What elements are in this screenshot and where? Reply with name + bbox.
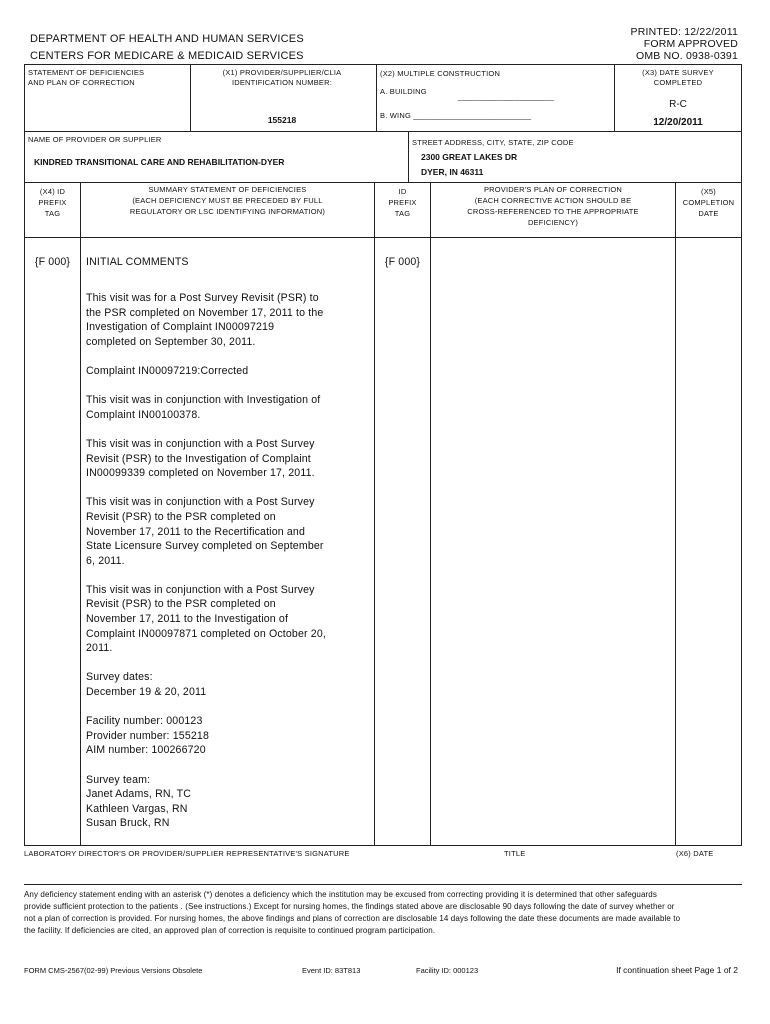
address-line2: DYER, IN 46311 [421,167,484,177]
paragraph: Facility number: 000123 Provider number: 155218 AIM number: 100266720 [86,715,209,757]
x2-label: (X2) MULTIPLE CONSTRUCTION [380,69,501,78]
x3-label: (X3) DATE SURVEY COMPLETED [642,68,714,87]
paragraph: This visit was in conjunction with Investigation of Complaint IN00100378. [86,394,321,421]
facility-id: Facility ID: 000123 [416,966,479,975]
paragraph: This visit was in conjunction with a Post Survey Revisit (PSR) to the PSR completed on November 17, 2011 to the Recertification and State Licensure Survey completed on September 6, 2011. [86,496,324,567]
plan-header: PROVIDER'S PLAN OF CORRECTION (EACH CORRECTIVE ACTION SHOULD BE CROSS-REFERENCED TO THE APPROPRIATE DEFICIENCY) [467,185,639,227]
vline-x2 [376,64,377,131]
survey-completed-date: 12/20/2011 [653,117,703,128]
tag-prefix-right: {F 000} [384,256,421,268]
vline-address [408,131,409,182]
omb-number: OMB NO. 0938-0391 [635,50,738,62]
signature-label: LABORATORY DIRECTOR'S OR PROVIDER/SUPPLIER REPRESENTATIVE'S SIGNATURE [24,849,350,858]
x3-rc: R-C [669,99,687,110]
vline-x3 [614,64,615,131]
wing-label: B. WING ___________________________ [380,111,532,120]
paragraph: This visit was for a Post Survey Revisit (PSR) to the PSR completed on November 17, 2011 to the Investigation of Complaint IN00097219 completed on September 30, 2011. [86,292,324,348]
section-heading: INITIAL COMMENTS [86,256,189,268]
department-name: DEPARTMENT OF HEALTH AND HUMAN SERVICES [30,33,304,45]
summary-header: SUMMARY STATEMENT OF DEFICIENCIES (EACH DEFICIENCY MUST BE PRECEDED BY FULL REGULATORY OR LSC IDENTIFYING INFORMATION) [129,185,326,216]
box-top-border [24,64,742,65]
form-number: FORM CMS-2567(02-99) Previous Versions Obsolete [24,966,203,975]
printed-date: PRINTED: 12/22/2011 [630,26,738,38]
vline-col2 [374,182,375,845]
row-divider-2 [24,182,742,183]
agency-name: CENTERS FOR MEDICARE & MEDICAID SERVICES [30,50,304,62]
row-divider-1 [24,131,742,132]
building-label: A. BUILDING [380,87,427,96]
statement-label: STATEMENT OF DEFICIENCIES AND PLAN OF CORRECTION [28,68,145,87]
x1-label: (X1) PROVIDER/SUPPLIER/CLIA IDENTIFICATION NUMBER: [222,68,342,87]
address-line1: 2300 GREAT LAKES DR [421,152,518,162]
address-label: STREET ADDRESS, CITY, STATE, ZIP CODE [412,138,574,147]
paragraph: Survey team: Janet Adams, RN, TC Kathleen Vargas, RN Susan Bruck, RN [86,773,192,830]
x4-header: (X4) ID PREFIX TAG [38,187,67,218]
building-value: ______________________ [458,92,555,101]
signature-bottom-rule [24,884,742,885]
title-label: TITLE [504,849,526,858]
form-approved: FORM APPROVED [643,38,738,50]
disclaimer-text: Any deficiency statement ending with an asterisk (*) denotes a deficiency which the institution may be excused from correcting providing it is determined that other safeguards provide sufficient protection to the patients . (See instructions.) Except for nursing homes, the findings stated above are disclosable 90 days following the date of survey whether or not a plan of correction is provided. For nursing homes, the above findings and plans of correction are disclosable 14 days following the date these documents are made available to the facility. If deficiencies are cited, an approved plan of correction is requisite to continued program participation. [24,890,681,935]
paragraph: This visit was in conjunction with a Post Survey Revisit (PSR) to the Investigation of Complaint IN00099339 completed on November 17, 2011. [86,437,315,480]
date-label: (X6) DATE [676,849,714,858]
tag-prefix-left: {F 000} [34,256,71,268]
provider-name: KINDRED TRANSITIONAL CARE AND REHABILITATION-DYER [34,157,285,167]
row-divider-3 [24,237,742,238]
provider-label: NAME OF PROVIDER OR SUPPLIER [28,135,162,144]
vline-x1 [190,64,191,131]
vline-col3 [430,182,431,845]
vline-col1 [80,182,81,845]
paragraph: This visit was in conjunction with a Post Survey Revisit (PSR) to the PSR completed on November 17, 2011 to the Investigation of Complaint IN00097871 completed on October 20, 2011. [86,583,326,655]
event-id: Event ID: 83T813 [302,966,361,975]
vline-col4 [675,182,676,845]
x5-header: (X5) COMPLETION DATE [682,187,735,218]
paragraph: Survey dates: December 19 & 20, 2011 [86,671,207,699]
provider-id: 155218 [267,115,297,125]
paragraph: Complaint IN00097219:Corrected [86,364,249,377]
findings-text [86,291,372,846]
page-number: If continuation sheet Page 1 of 2 [616,965,738,975]
id-header: ID PREFIX TAG [388,187,417,218]
